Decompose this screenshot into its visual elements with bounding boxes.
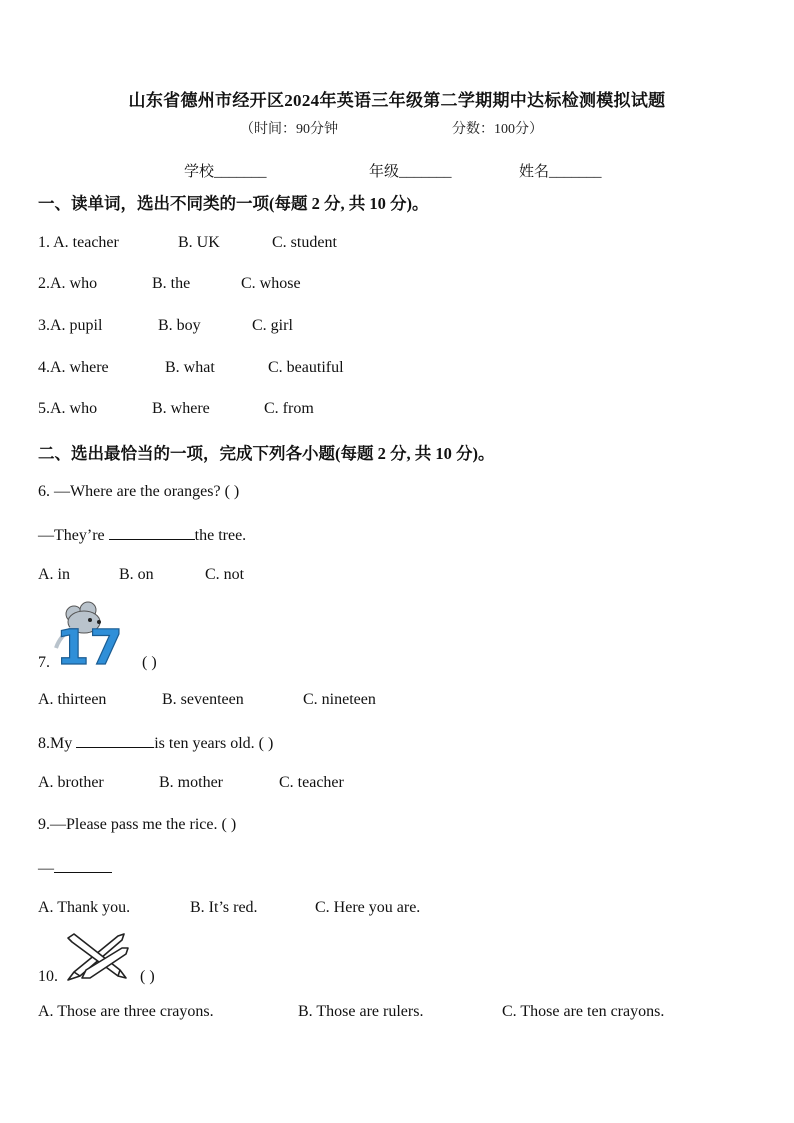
q1-option-b: B. UK [178,234,220,251]
q9-option-c: C. Here you are. [315,899,421,916]
q6-line2 [38,525,246,545]
q5-option-c: C. from [264,400,314,417]
q6-line1: 6. —Where are the oranges? ( ) [38,483,240,500]
q6-option-a: A. in [38,566,70,583]
q2-option-a: 2.A. who [38,275,98,292]
mouse-seventeen-picture [52,600,132,668]
crayons-picture [62,928,132,984]
exam-time: （时间：90分钟 [240,122,338,137]
grade-field[interactable]: 年级_______ [369,164,452,180]
q8-option-c: C. teacher [279,774,344,791]
q6-option-b: B. on [119,566,154,583]
q4-option-c: C. beautiful [268,359,344,376]
q6-blank[interactable] [109,525,195,540]
q4-option-b: B. what [165,359,215,376]
q10-option-b: B. Those are rulers. [298,1003,424,1020]
q3-option-b: B. boy [158,317,201,334]
q10-answer-paren[interactable]: ( ) [140,968,155,985]
q6-line2-start: —They’re [38,527,109,544]
q6-line2-end: the tree. [194,527,247,544]
q9-option-a: A. Thank you. [38,899,131,916]
q7-option-c: C. nineteen [303,691,376,708]
exam-score: 分数：100分） [452,122,543,137]
q4-option-a: 4.A. where [38,359,109,376]
q8-line1-start: 8.My [38,735,77,752]
q8-option-a: A. brother [38,774,104,791]
q9-option-b: B. It’s red. [190,899,258,916]
q3-option-c: C. girl [252,317,293,334]
q9-line1: 9.—Please pass me the rice. ( ) [38,816,237,833]
q7-answer-paren[interactable]: ( ) [142,654,157,671]
q5-option-b: B. where [152,400,210,417]
page-title: 山东省德州市经开区2024年英语三年级第二学期期中达标检测模拟试题 [128,91,666,110]
q1-option-a: 1. A. teacher [38,234,119,251]
section1-heading: 一、读单词，选出不同类的一项(每题 2 分, 共 10 分)。 [38,194,429,213]
q8-blank[interactable] [76,733,154,748]
q1-option-c: C. student [272,234,337,251]
q3-option-a: 3.A. pupil [38,317,103,334]
q2-option-b: B. the [152,275,191,292]
q8-option-b: B. mother [159,774,223,791]
q10-option-c: C. Those are ten crayons. [502,1003,665,1020]
q7-number: 7. [38,654,50,671]
q9-blank[interactable] [54,858,112,873]
q2-option-c: C. whose [241,275,301,292]
q9-dash: — [38,860,54,877]
q10-number: 10. [38,968,58,985]
q8-line1-end: is ten years old. ( ) [154,735,274,752]
name-field[interactable]: 姓名_______ [519,164,602,180]
picture-number: 17 [56,620,123,668]
q5-option-a: 5.A. who [38,400,98,417]
q6-option-c: C. not [205,566,245,583]
q9-line2 [38,858,112,878]
school-field[interactable]: 学校_______ [184,164,267,180]
q7-option-b: B. seventeen [162,691,244,708]
q7-option-a: A. thirteen [38,691,107,708]
q8-line1 [38,733,273,753]
q10-option-a: A. Those are three crayons. [38,1003,214,1020]
section2-heading: 二、选出最恰当的一项，完成下列各小题(每题 2 分, 共 10 分)。 [38,444,495,463]
